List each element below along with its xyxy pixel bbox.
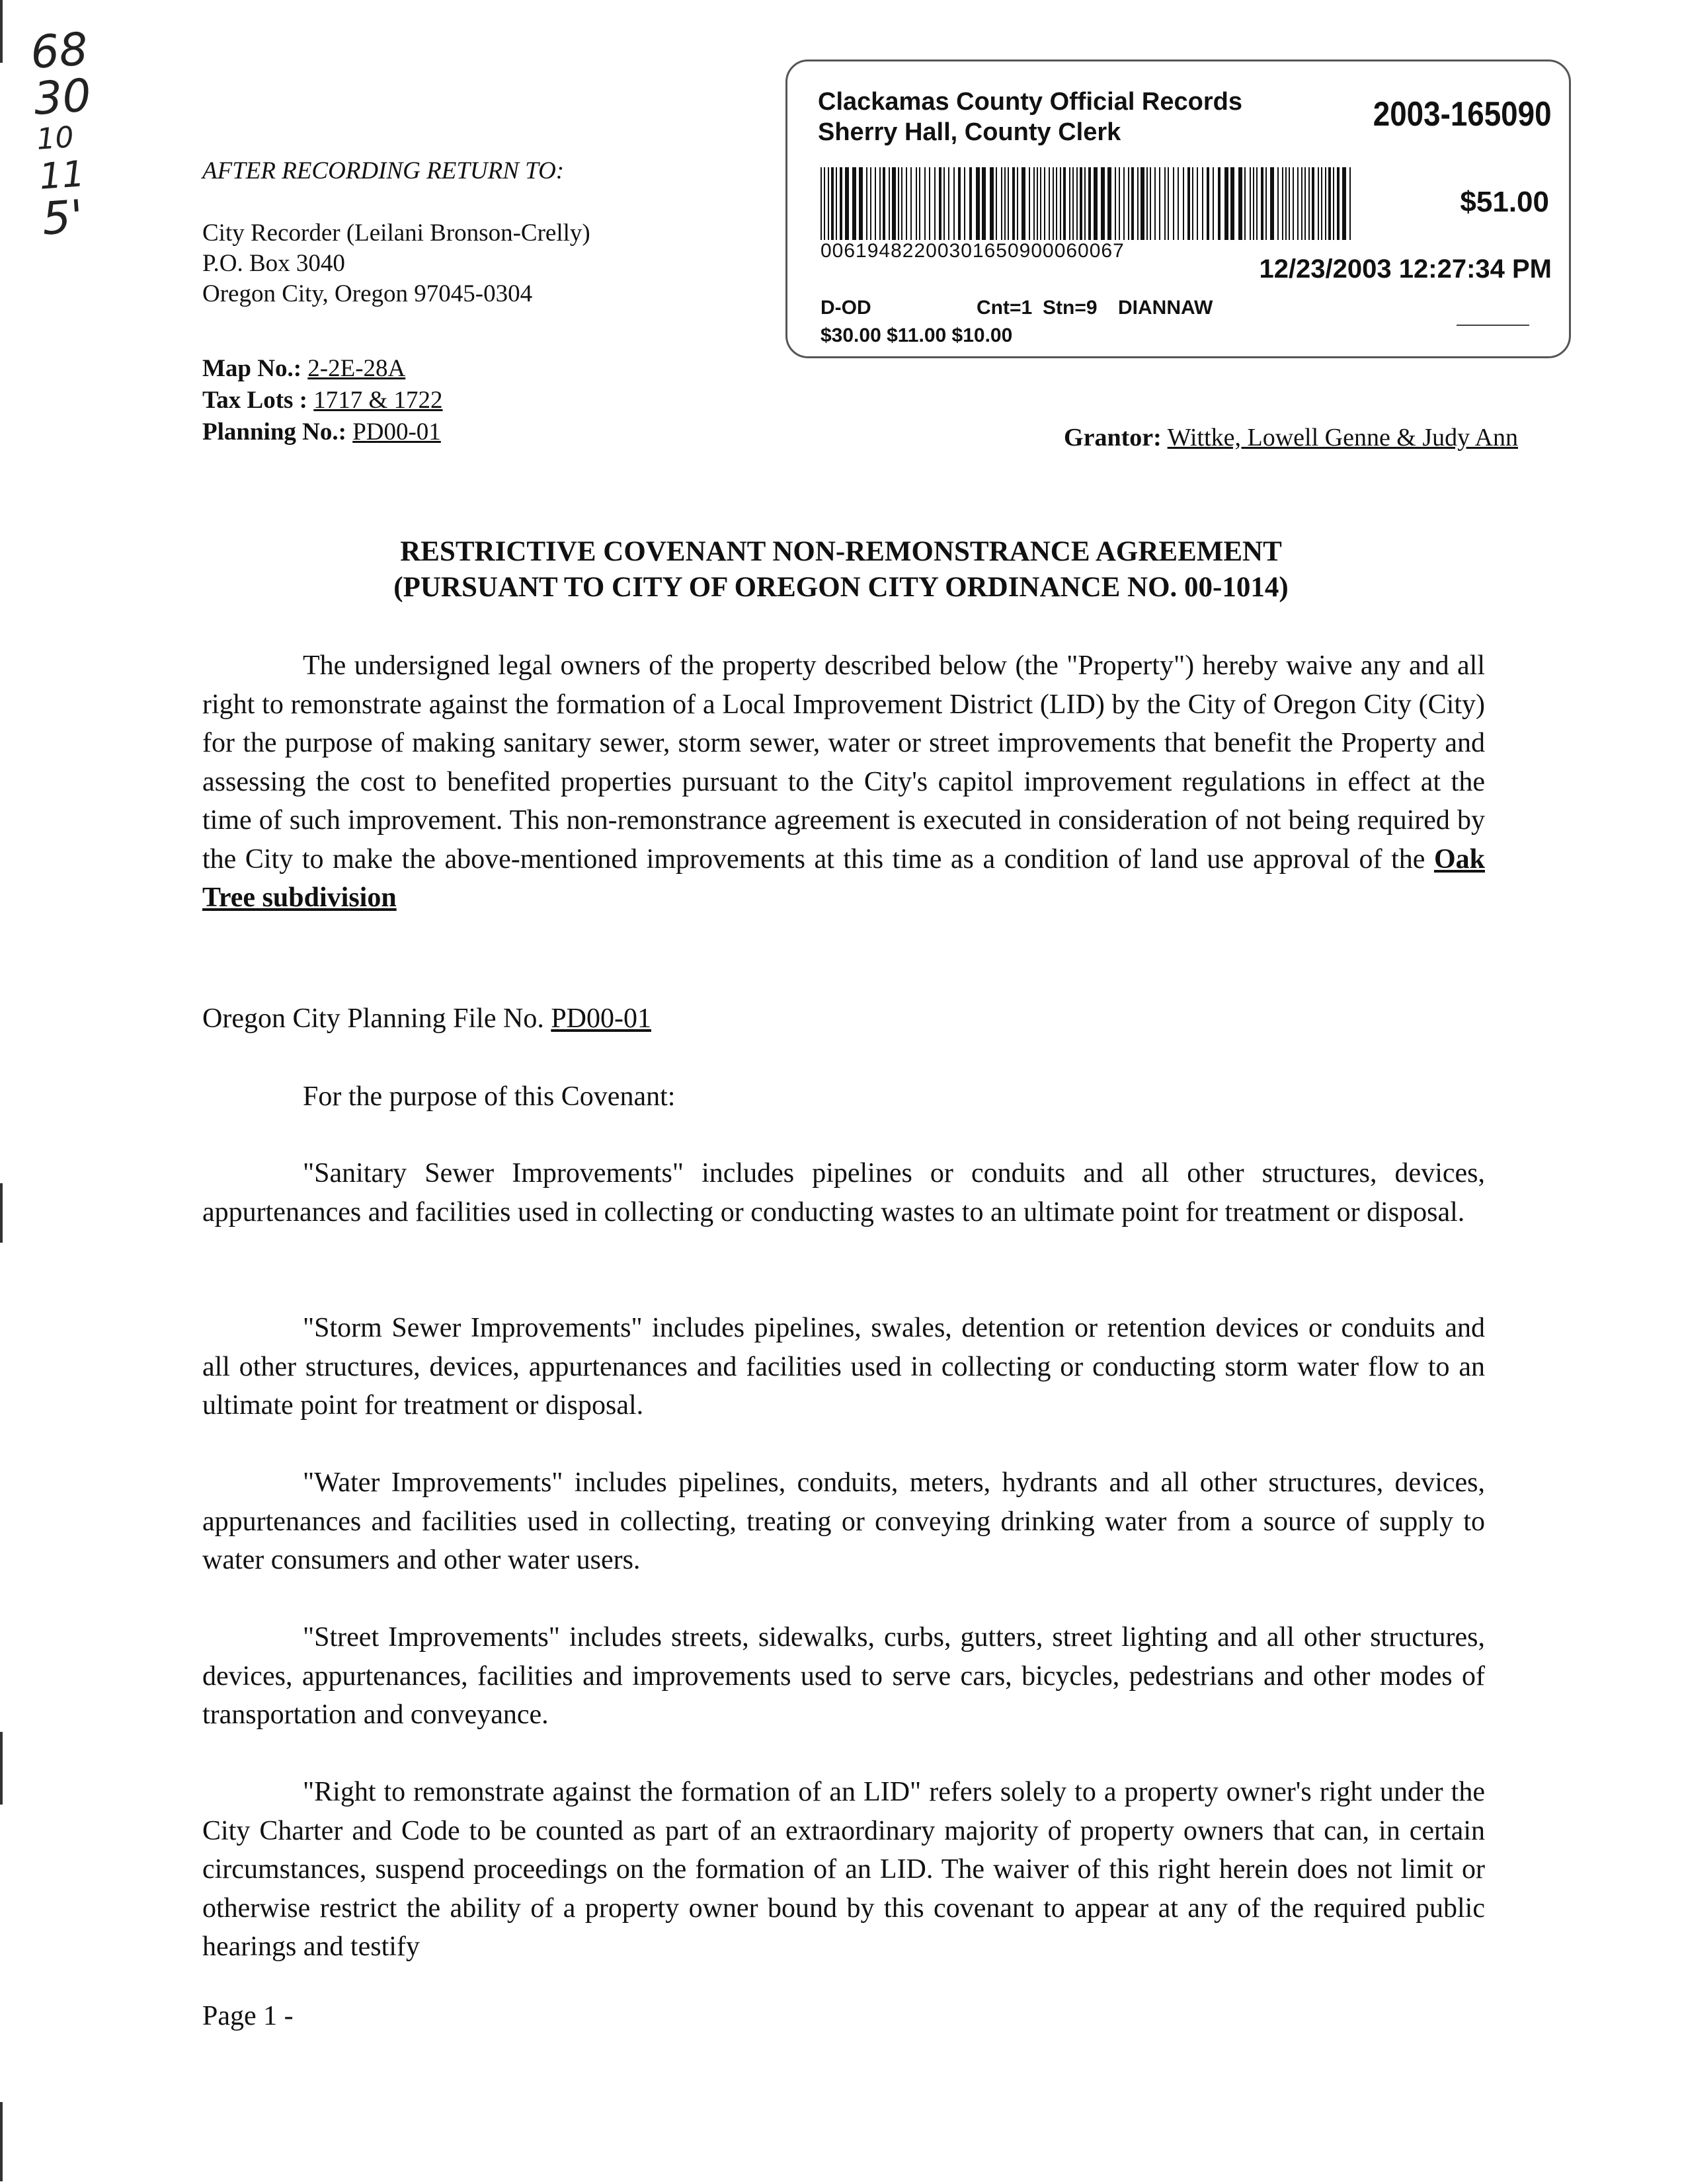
barcode-bar (852, 167, 856, 240)
barcode-bar (1128, 167, 1129, 240)
barcode-bar (892, 167, 896, 240)
barcode-bar (969, 167, 972, 240)
barcode-bar (1159, 167, 1160, 240)
purpose-line (303, 1077, 1485, 1116)
scan-mark (0, 2102, 3, 2181)
barcode-bar (929, 167, 930, 240)
barcode-bar (1088, 167, 1091, 240)
barcode-bar (910, 167, 912, 240)
barcode-bar (1056, 167, 1057, 240)
barcode-bar (1349, 167, 1351, 240)
barcode-bar (1150, 167, 1151, 240)
barcode-bar (1119, 167, 1120, 240)
divider (1457, 325, 1529, 326)
sanitary-text: "Sanitary Sewer Improvements" includes pipelines or conduits and all other structures, devices, appurtenances and facilities used in collecting or conducting wastes to an ultimate point for treatment or disposal. (202, 1158, 1485, 1228)
recording-info (821, 294, 1213, 350)
barcode-bar (1173, 167, 1174, 240)
barcode-bar (831, 167, 834, 240)
barcode-bar (870, 167, 871, 240)
right-text: "Right to remonstrate against the formation of an LID" refers solely to a property owner's right under the City Charter and Code to be counted as part of an extraordinary majority of property owners that can, in certain circumstances, suspend proceedings on the formation of an LID. The waiver of this right herein does not limit or otherwise restrict the ability of a property owner bound by this covenant to appear at any of the required public hearings and testify (202, 1777, 1485, 1962)
barcode-bar (836, 167, 837, 240)
scan-mark (0, 0, 3, 63)
barcode-bar (879, 167, 881, 240)
office-line: Clackamas County Official Records (818, 88, 1242, 116)
barcode-bar (1080, 167, 1082, 240)
barcode-bar (1218, 167, 1221, 240)
page-number: Page 1 - (202, 2001, 294, 2031)
barcode-bar (1001, 167, 1002, 240)
return-line: P.O. Box 3040 (202, 250, 345, 277)
barcode-bar (883, 167, 885, 240)
fees-breakdown: $30.00 $11.00 $10.00 (821, 325, 1013, 346)
barcode-bar (996, 167, 997, 240)
right-definition (202, 1773, 1485, 1967)
barcode-bar (898, 167, 899, 240)
barcode-bar (1270, 167, 1274, 240)
barcode-bar (1021, 167, 1025, 240)
barcode-bar (1029, 167, 1030, 240)
return-line: Oregon City, Oregon 97045-0304 (202, 280, 533, 307)
barcode-bar (1333, 167, 1334, 240)
barcode-bar (1342, 167, 1346, 240)
barcode-bar (1265, 167, 1267, 240)
barcode-bar (1308, 167, 1310, 240)
purpose-text: For the purpose of this Covenant: (303, 1081, 676, 1112)
intro-text: The undersigned legal owners of the property described below (the "Property") hereby waive any and all right to remonstrate against the formation of a Local Improvement District (LID) by the City of Oregon City (City) for the purpose of making sanitary sewer, storm sewer, water or street improvements that benefit the Property and assessing the cost to benefited properties pursuant to the City's capitol improvement regulations in effect at the time of such improvement. This non-remonstrance agreement is executed in consideration of not being required by the City to make the above-mentioned improvements at this time as a condition of land use approval of the (202, 650, 1485, 875)
barcode-bar (1250, 167, 1251, 240)
barcode-bar (1183, 167, 1184, 240)
barcode (821, 167, 1351, 240)
barcode-bar (1123, 167, 1125, 240)
planning-file-label: Oregon City Planning File No. (202, 1003, 544, 1034)
barcode-bar (934, 167, 936, 240)
planning-file-value: PD00-01 (551, 1003, 652, 1034)
handwritten-note: 68 (28, 23, 90, 80)
street-definition (202, 1618, 1485, 1735)
barcode-bar (1244, 167, 1246, 240)
office-line: Sherry Hall, County Clerk (818, 118, 1121, 146)
barcode-bar (1301, 167, 1302, 240)
count: Cnt=1 (977, 297, 1033, 319)
barcode-bar (1017, 167, 1018, 240)
barcode-bar (964, 167, 965, 240)
barcode-number: 00619482200301650900060067 (821, 240, 1125, 262)
barcode-bar (1008, 167, 1009, 240)
barcode-bar (828, 167, 829, 240)
water-text: "Water Improvements" includes pipelines, conduits, meters, hydrants and all other structures, devices, appurtenances and facilities used in collecting, treating or conveying drinking water from a source of supply to water consumers and other water users. (202, 1467, 1485, 1575)
station: Stn=9 (1043, 297, 1098, 319)
barcode-bar (958, 167, 961, 240)
storm-definition (202, 1309, 1485, 1425)
handwritten-note: 11 (38, 153, 87, 198)
barcode-bar (1168, 167, 1169, 240)
title-line: (PURSUANT TO CITY OF OREGON CITY ORDINANCE NO. 00-1014) (393, 572, 1289, 603)
barcode-bar (821, 167, 822, 240)
handwritten-notes (28, 22, 156, 246)
barcode-bar (1192, 167, 1193, 240)
barcode-bar (1053, 167, 1054, 240)
tax-lots-label: Tax Lots : (202, 387, 308, 414)
barcode-bar (1293, 167, 1294, 240)
barcode-bar (1297, 167, 1299, 240)
barcode-bar (943, 167, 945, 240)
doc-type: D-OD (821, 297, 871, 319)
barcode-bar (1137, 167, 1139, 240)
street-text: "Street Improvements" includes streets, sidewalks, curbs, gutters, street lighting and all other structures, devices, appurtenances, facilities and improvements used to serve cars, bicycles, pedestrians and other modes of transportation and conveyance. (202, 1622, 1485, 1730)
barcode-bar (924, 167, 926, 240)
intro-paragraph (202, 646, 1485, 917)
barcode-bar (1060, 167, 1061, 240)
grantor-label: Grantor: (1064, 424, 1162, 451)
recorded-datetime: 12/23/2003 12:27:34 PM (1259, 254, 1552, 284)
barcode-bar (901, 167, 902, 240)
barcode-bar (1069, 167, 1070, 240)
return-address-block (202, 156, 590, 309)
barcode-bar (976, 167, 980, 240)
sanitary-definition (202, 1154, 1485, 1231)
map-value: 2-2E-28A (307, 355, 406, 382)
barcode-bar (1304, 167, 1306, 240)
scan-mark (0, 1732, 3, 1805)
barcode-bar (1033, 167, 1035, 240)
barcode-bar (1285, 167, 1287, 240)
barcode-bar (1012, 167, 1015, 240)
tax-lots-value: 1717 & 1722 (313, 387, 443, 414)
barcode-bar (1261, 167, 1263, 240)
barcode-bar (1164, 167, 1166, 240)
barcode-bar (845, 167, 849, 240)
barcode-bar (1207, 167, 1209, 240)
barcode-bar (990, 167, 994, 240)
handwritten-note: 10 (35, 120, 75, 157)
barcode-bar (1224, 167, 1228, 240)
barcode-bar (866, 167, 867, 240)
barcode-bar (1230, 167, 1234, 240)
water-definition (202, 1463, 1485, 1580)
scan-mark (0, 1183, 3, 1243)
map-label: Map No.: (202, 355, 302, 382)
barcode-bar (906, 167, 907, 240)
barcode-bar (948, 167, 949, 240)
planning-value: PD00-01 (352, 418, 441, 446)
barcode-bar (1328, 167, 1331, 240)
barcode-bar (1094, 167, 1098, 240)
grantor (1064, 423, 1518, 452)
barcode-bar (1037, 167, 1038, 240)
barcode-bar (1202, 167, 1203, 240)
grantor-value: Wittke, Lowell Genne & Judy Ann (1167, 424, 1518, 451)
clerk: DIANNAW (1118, 297, 1213, 319)
barcode-bar (1146, 167, 1148, 240)
barcode-bar (1325, 167, 1326, 240)
document-title (0, 534, 1682, 605)
barcode-bar (1044, 167, 1045, 240)
title-line: RESTRICTIVE COVENANT NON-REMONSTRANCE AGREEMENT (400, 536, 1282, 567)
barcode-bar (1004, 167, 1006, 240)
barcode-bar (916, 167, 917, 240)
barcode-bar (859, 167, 863, 240)
barcode-bar (1107, 167, 1111, 240)
barcode-bar (1197, 167, 1198, 240)
barcode-bar (1076, 167, 1078, 240)
barcode-bar (1072, 167, 1074, 240)
document-number: 2003-165090 (1373, 95, 1552, 134)
barcode-bar (1337, 167, 1340, 240)
barcode-bar (1131, 167, 1134, 240)
barcode-bar (939, 167, 941, 240)
barcode-bar (1141, 167, 1144, 240)
barcode-bar (1063, 167, 1066, 240)
barcode-bar (919, 167, 920, 240)
return-heading: AFTER RECORDING RETURN TO: (202, 157, 565, 184)
property-meta (202, 353, 443, 448)
barcode-bar (875, 167, 876, 240)
barcode-bar (1178, 167, 1179, 240)
recording-office (818, 87, 1242, 147)
barcode-bar (1154, 167, 1156, 240)
barcode-bar (1187, 167, 1190, 240)
barcode-bar (1318, 167, 1319, 240)
fee-total: $51.00 (1460, 186, 1549, 218)
barcode-bar (953, 167, 955, 240)
handwritten-note: 5' (40, 190, 85, 246)
barcode-bar (1213, 167, 1214, 240)
barcode-bar (1101, 167, 1105, 240)
handwritten-note: 30 (32, 69, 93, 126)
barcode-bar (1312, 167, 1314, 240)
barcode-bar (1253, 167, 1254, 240)
recording-stamp (785, 59, 1571, 358)
barcode-bar (1040, 167, 1041, 240)
barcode-bar (824, 167, 825, 240)
planning-file-line (202, 999, 1485, 1038)
return-line: City Recorder (Leilani Bronson-Crelly) (202, 219, 590, 247)
planning-label: Planning No.: (202, 418, 346, 446)
barcode-bar (1084, 167, 1086, 240)
barcode-bar (1115, 167, 1116, 240)
barcode-bar (1256, 167, 1258, 240)
barcode-bar (1321, 167, 1322, 240)
barcode-bar (1282, 167, 1283, 240)
storm-text: "Storm Sewer Improvements" includes pipelines, swales, detention or retention devices or conduits and all other structures, devices, appurtenances and facilities used in collecting or conducting storm water flow to an ultimate point for treatment or disposal. (202, 1313, 1485, 1421)
barcode-bar (889, 167, 890, 240)
barcode-bar (1277, 167, 1279, 240)
subdivision-name: Oak Tree subdivision (202, 843, 1485, 913)
barcode-bar (1289, 167, 1290, 240)
barcode-bar (1238, 167, 1242, 240)
barcode-bar (982, 167, 986, 240)
barcode-bar (1049, 167, 1050, 240)
barcode-bar (840, 167, 842, 240)
